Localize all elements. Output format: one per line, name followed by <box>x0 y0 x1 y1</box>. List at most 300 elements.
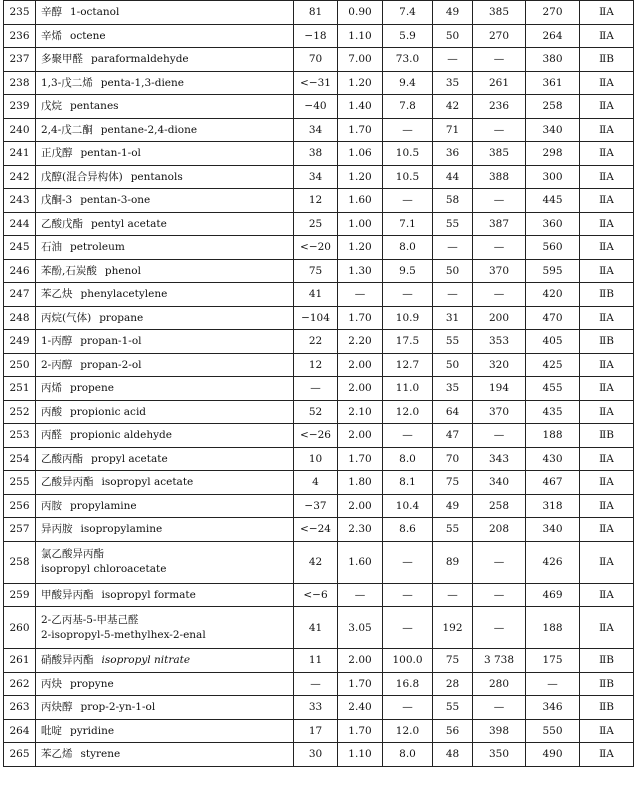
ignition-temperature: 300 <box>526 165 580 189</box>
lower-explosive-limit: 7.00 <box>338 48 383 72</box>
boiling-point: 55 <box>433 696 473 720</box>
mesg-value: 340 <box>473 471 526 495</box>
substance-name <box>36 541 294 583</box>
upper-explosive-limit: — <box>383 189 433 213</box>
boiling-point: 56 <box>433 719 473 743</box>
mesg-value: — <box>473 607 526 649</box>
english-name: propionic acid <box>70 405 147 418</box>
upper-explosive-limit: 10.4 <box>383 494 433 518</box>
english-name: isopropylamine <box>80 523 163 536</box>
upper-explosive-limit: 11.0 <box>383 377 433 401</box>
flash-point: <−24 <box>294 518 338 542</box>
flash-point: −18 <box>294 24 338 48</box>
gas-group: ⅡB <box>580 649 634 673</box>
row-number: 258 <box>4 541 36 583</box>
flash-point: <−31 <box>294 71 338 95</box>
boiling-point: 50 <box>433 353 473 377</box>
mesg-value: 385 <box>473 1 526 25</box>
english-name: phenylacetylene <box>80 288 168 301</box>
ignition-temperature: 467 <box>526 471 580 495</box>
flash-point: 25 <box>294 212 338 236</box>
gas-group: ⅡA <box>580 583 634 607</box>
upper-explosive-limit: 100.0 <box>383 649 433 673</box>
ignition-temperature: 188 <box>526 607 580 649</box>
lower-explosive-limit: 1.70 <box>338 118 383 142</box>
ignition-temperature: 470 <box>526 306 580 330</box>
boiling-point: — <box>433 583 473 607</box>
flash-point: 34 <box>294 165 338 189</box>
substance-name <box>36 743 294 767</box>
flash-point: −104 <box>294 306 338 330</box>
gas-group: ⅡA <box>580 71 634 95</box>
flash-point: 52 <box>294 400 338 424</box>
ignition-temperature: 264 <box>526 24 580 48</box>
row-number: 240 <box>4 118 36 142</box>
table-row <box>4 743 634 767</box>
row-number: 255 <box>4 471 36 495</box>
ignition-temperature: 445 <box>526 189 580 213</box>
gas-group: ⅡA <box>580 306 634 330</box>
upper-explosive-limit: — <box>383 607 433 649</box>
ignition-temperature: 405 <box>526 330 580 354</box>
gas-group: ⅡA <box>580 377 634 401</box>
table-row <box>4 541 634 583</box>
table-row <box>4 142 634 166</box>
flash-point: 12 <box>294 189 338 213</box>
table-row <box>4 353 634 377</box>
mesg-value: 200 <box>473 306 526 330</box>
chinese-name: 甲酸异丙酯 <box>41 588 94 601</box>
english-name: penta-1,3-diene <box>100 76 184 89</box>
chemical-properties-table <box>3 0 634 767</box>
substance-name <box>36 400 294 424</box>
english-name: isopropyl chloroacetate <box>41 563 167 575</box>
boiling-point: — <box>433 236 473 260</box>
boiling-point: 48 <box>433 743 473 767</box>
lower-explosive-limit: 1.20 <box>338 236 383 260</box>
lower-explosive-limit: 1.60 <box>338 541 383 583</box>
upper-explosive-limit: — <box>383 541 433 583</box>
chinese-name: 1,3-戊二烯 <box>41 76 93 89</box>
mesg-value: 208 <box>473 518 526 542</box>
substance-name <box>36 95 294 119</box>
boiling-point: 55 <box>433 212 473 236</box>
mesg-value: — <box>473 696 526 720</box>
flash-point: 4 <box>294 471 338 495</box>
table-row <box>4 330 634 354</box>
chinese-name: 石油 <box>41 241 62 254</box>
chinese-name: 戊烷 <box>41 100 62 113</box>
gas-group: ⅡA <box>580 541 634 583</box>
ignition-temperature: 469 <box>526 583 580 607</box>
gas-group: ⅡA <box>580 118 634 142</box>
flash-point: 30 <box>294 743 338 767</box>
row-number: 251 <box>4 377 36 401</box>
boiling-point: 44 <box>433 165 473 189</box>
english-name: propane <box>99 311 144 324</box>
gas-group: ⅡA <box>580 719 634 743</box>
mesg-value: 194 <box>473 377 526 401</box>
substance-name <box>36 607 294 649</box>
english-name: pentan-3-one <box>80 194 151 207</box>
substance-name <box>36 672 294 696</box>
upper-explosive-limit: 8.6 <box>383 518 433 542</box>
ignition-temperature: 560 <box>526 236 580 260</box>
ignition-temperature: 270 <box>526 1 580 25</box>
lower-explosive-limit: 1.20 <box>338 71 383 95</box>
flash-point: 41 <box>294 607 338 649</box>
row-number: 254 <box>4 447 36 471</box>
flash-point: <−20 <box>294 236 338 260</box>
chinese-name: 戊醇(混合异构体) <box>41 170 123 183</box>
upper-explosive-limit: 8.0 <box>383 743 433 767</box>
ignition-temperature: 175 <box>526 649 580 673</box>
mesg-value: 258 <box>473 494 526 518</box>
boiling-point: 47 <box>433 424 473 448</box>
english-name: propyl acetate <box>91 452 168 465</box>
mesg-value: 388 <box>473 165 526 189</box>
table-row <box>4 236 634 260</box>
ignition-temperature: 380 <box>526 48 580 72</box>
upper-explosive-limit: 9.5 <box>383 259 433 283</box>
flash-point: — <box>294 672 338 696</box>
chinese-name: 2-丙醇 <box>41 358 73 371</box>
lower-explosive-limit: 1.06 <box>338 142 383 166</box>
table-row <box>4 719 634 743</box>
substance-name <box>36 447 294 471</box>
substance-name <box>36 471 294 495</box>
flash-point: 12 <box>294 353 338 377</box>
substance-name <box>36 118 294 142</box>
mesg-value: 3 738 <box>473 649 526 673</box>
lower-explosive-limit: — <box>338 283 383 307</box>
chinese-name: 丙炔 <box>41 677 62 690</box>
substance-name <box>36 212 294 236</box>
row-number: 239 <box>4 95 36 119</box>
boiling-point: 64 <box>433 400 473 424</box>
flash-point: 70 <box>294 48 338 72</box>
flash-point: 17 <box>294 719 338 743</box>
substance-name <box>36 236 294 260</box>
gas-group: ⅡA <box>580 236 634 260</box>
gas-group: ⅡA <box>580 189 634 213</box>
upper-explosive-limit: 10.5 <box>383 165 433 189</box>
boiling-point: 55 <box>433 330 473 354</box>
ignition-temperature: 550 <box>526 719 580 743</box>
lower-explosive-limit: 1.10 <box>338 743 383 767</box>
gas-group: ⅡB <box>580 330 634 354</box>
ignition-temperature: 346 <box>526 696 580 720</box>
gas-group: ⅡA <box>580 447 634 471</box>
boiling-point: 35 <box>433 71 473 95</box>
boiling-point: 70 <box>433 447 473 471</box>
row-number: 244 <box>4 212 36 236</box>
ignition-temperature: 298 <box>526 142 580 166</box>
substance-name <box>36 283 294 307</box>
row-number: 262 <box>4 672 36 696</box>
chinese-name: 乙酸丙酯 <box>41 452 83 465</box>
substance-name <box>36 1 294 25</box>
gas-group: ⅡA <box>580 353 634 377</box>
row-number: 261 <box>4 649 36 673</box>
chinese-name: 戊酮-3 <box>41 194 73 207</box>
ignition-temperature: 188 <box>526 424 580 448</box>
english-name: prop-2-yn-1-ol <box>80 701 156 714</box>
chinese-name: 苯乙烯 <box>41 748 73 761</box>
english-name: propylamine <box>70 499 137 512</box>
substance-name <box>36 330 294 354</box>
upper-explosive-limit: 7.1 <box>383 212 433 236</box>
mesg-value: — <box>473 118 526 142</box>
mesg-value: — <box>473 541 526 583</box>
flash-point: 81 <box>294 1 338 25</box>
upper-explosive-limit: 10.9 <box>383 306 433 330</box>
chinese-name: 丙醛 <box>41 429 62 442</box>
table-body <box>4 1 634 767</box>
mesg-value: 261 <box>473 71 526 95</box>
table-row <box>4 118 634 142</box>
boiling-point: — <box>433 48 473 72</box>
table-row <box>4 583 634 607</box>
flash-point: 38 <box>294 142 338 166</box>
lower-explosive-limit: — <box>338 583 383 607</box>
flash-point: <−26 <box>294 424 338 448</box>
english-name: octene <box>70 29 106 42</box>
substance-name <box>36 649 294 673</box>
english-name: pentyl acetate <box>91 217 167 230</box>
boiling-point: 50 <box>433 24 473 48</box>
row-number: 263 <box>4 696 36 720</box>
row-number: 252 <box>4 400 36 424</box>
ignition-temperature: 340 <box>526 518 580 542</box>
ignition-temperature: 360 <box>526 212 580 236</box>
lower-explosive-limit: 2.00 <box>338 649 383 673</box>
substance-name <box>36 189 294 213</box>
lower-explosive-limit: 1.00 <box>338 212 383 236</box>
ignition-temperature: 435 <box>526 400 580 424</box>
mesg-value: — <box>473 283 526 307</box>
mesg-value: 385 <box>473 142 526 166</box>
mesg-value: 280 <box>473 672 526 696</box>
gas-group: ⅡA <box>580 95 634 119</box>
row-number: 245 <box>4 236 36 260</box>
table-row <box>4 400 634 424</box>
boiling-point: 55 <box>433 518 473 542</box>
substance-name <box>36 142 294 166</box>
boiling-point: — <box>433 283 473 307</box>
boiling-point: 75 <box>433 471 473 495</box>
upper-explosive-limit: 7.4 <box>383 1 433 25</box>
flash-point: 11 <box>294 649 338 673</box>
boiling-point: 49 <box>433 1 473 25</box>
english-name: 2-isopropyl-5-methylhex-2-enal <box>41 628 206 641</box>
ignition-temperature: 420 <box>526 283 580 307</box>
flash-point: 41 <box>294 283 338 307</box>
gas-group: ⅡA <box>580 400 634 424</box>
flash-point: <−6 <box>294 583 338 607</box>
table-row <box>4 471 634 495</box>
lower-explosive-limit: 2.00 <box>338 424 383 448</box>
lower-explosive-limit: 1.20 <box>338 165 383 189</box>
table-row <box>4 48 634 72</box>
upper-explosive-limit: 5.9 <box>383 24 433 48</box>
lower-explosive-limit: 1.30 <box>338 259 383 283</box>
table-row <box>4 696 634 720</box>
row-number: 242 <box>4 165 36 189</box>
upper-explosive-limit: — <box>383 424 433 448</box>
flash-point: −37 <box>294 494 338 518</box>
ignition-temperature: 340 <box>526 118 580 142</box>
lower-explosive-limit: 2.40 <box>338 696 383 720</box>
substance-name <box>36 377 294 401</box>
row-number: 259 <box>4 583 36 607</box>
row-number: 264 <box>4 719 36 743</box>
row-number: 246 <box>4 259 36 283</box>
row-number: 248 <box>4 306 36 330</box>
flash-point: 34 <box>294 118 338 142</box>
upper-explosive-limit: — <box>383 283 433 307</box>
upper-explosive-limit: 73.0 <box>383 48 433 72</box>
substance-name <box>36 583 294 607</box>
row-number: 265 <box>4 743 36 767</box>
mesg-value: — <box>473 583 526 607</box>
chinese-name: 丙烯 <box>41 382 62 395</box>
chinese-name: 丙炔醇 <box>41 701 73 714</box>
boiling-point: 58 <box>433 189 473 213</box>
lower-explosive-limit: 2.00 <box>338 494 383 518</box>
row-number: 250 <box>4 353 36 377</box>
upper-explosive-limit: 12.7 <box>383 353 433 377</box>
upper-explosive-limit: 17.5 <box>383 330 433 354</box>
ignition-temperature: 430 <box>526 447 580 471</box>
upper-explosive-limit: 12.0 <box>383 719 433 743</box>
english-name: propene <box>70 382 114 395</box>
gas-group: ⅡB <box>580 424 634 448</box>
mesg-value: — <box>473 189 526 213</box>
substance-name <box>36 165 294 189</box>
chinese-name: 苯乙炔 <box>41 288 73 301</box>
substance-name <box>36 719 294 743</box>
gas-group: ⅡA <box>580 165 634 189</box>
row-number: 237 <box>4 48 36 72</box>
boiling-point: 36 <box>433 142 473 166</box>
substance-name <box>36 259 294 283</box>
chinese-name: 丙烷(气体) <box>41 311 92 324</box>
flash-point: 10 <box>294 447 338 471</box>
mesg-value: 370 <box>473 400 526 424</box>
gas-group: ⅡA <box>580 607 634 649</box>
english-name: isopropyl formate <box>101 588 196 601</box>
lower-explosive-limit: 0.90 <box>338 1 383 25</box>
substance-name <box>36 424 294 448</box>
table-row <box>4 424 634 448</box>
english-name: propionic aldehyde <box>70 429 172 442</box>
upper-explosive-limit: 8.0 <box>383 447 433 471</box>
english-name: isopropyl nitrate <box>101 654 191 667</box>
table-row <box>4 71 634 95</box>
boiling-point: 71 <box>433 118 473 142</box>
ignition-temperature: 425 <box>526 353 580 377</box>
english-name: styrene <box>80 748 121 761</box>
gas-group: ⅡB <box>580 696 634 720</box>
substance-name <box>36 306 294 330</box>
ignition-temperature: 595 <box>526 259 580 283</box>
english-name: propyne <box>70 677 114 690</box>
upper-explosive-limit: 8.1 <box>383 471 433 495</box>
mesg-value: 343 <box>473 447 526 471</box>
gas-group: ⅡA <box>580 259 634 283</box>
boiling-point: 75 <box>433 649 473 673</box>
chinese-name: 多聚甲醛 <box>41 53 83 66</box>
gas-group: ⅡA <box>580 471 634 495</box>
flash-point: 75 <box>294 259 338 283</box>
row-number: 236 <box>4 24 36 48</box>
gas-group: ⅡA <box>580 24 634 48</box>
gas-group: ⅡA <box>580 142 634 166</box>
mesg-value: 270 <box>473 24 526 48</box>
ignition-temperature: 455 <box>526 377 580 401</box>
substance-name <box>36 48 294 72</box>
lower-explosive-limit: 1.40 <box>338 95 383 119</box>
boiling-point: 89 <box>433 541 473 583</box>
table-row <box>4 95 634 119</box>
lower-explosive-limit: 1.60 <box>338 189 383 213</box>
table-row <box>4 189 634 213</box>
upper-explosive-limit: — <box>383 118 433 142</box>
english-name: pentanes <box>70 100 119 113</box>
chinese-name: 辛烯 <box>41 29 62 42</box>
table-row <box>4 607 634 649</box>
gas-group: ⅡB <box>580 48 634 72</box>
row-number: 256 <box>4 494 36 518</box>
lower-explosive-limit: 1.70 <box>338 447 383 471</box>
chinese-name: 异丙胺 <box>41 523 73 536</box>
gas-group: ⅡB <box>580 672 634 696</box>
english-name: paraformaldehyde <box>91 53 189 66</box>
lower-explosive-limit: 2.30 <box>338 518 383 542</box>
row-number: 260 <box>4 607 36 649</box>
upper-explosive-limit: 16.8 <box>383 672 433 696</box>
boiling-point: 31 <box>433 306 473 330</box>
table-row <box>4 649 634 673</box>
mesg-value: 350 <box>473 743 526 767</box>
chinese-name: 吡啶 <box>41 724 62 737</box>
english-name: propan-2-ol <box>80 358 142 371</box>
mesg-value: 398 <box>473 719 526 743</box>
lower-explosive-limit: 3.05 <box>338 607 383 649</box>
table-row <box>4 1 634 25</box>
gas-group: ⅡB <box>580 283 634 307</box>
table-row <box>4 283 634 307</box>
english-name: pentane-2,4-dione <box>100 123 198 136</box>
lower-explosive-limit: 2.00 <box>338 353 383 377</box>
ignition-temperature: 426 <box>526 541 580 583</box>
english-name: phenol <box>104 264 141 277</box>
english-name: pentanols <box>130 170 183 183</box>
gas-group: ⅡA <box>580 518 634 542</box>
boiling-point: 192 <box>433 607 473 649</box>
mesg-value: 236 <box>473 95 526 119</box>
table-row <box>4 447 634 471</box>
table-row <box>4 24 634 48</box>
english-name: pyridine <box>70 724 115 737</box>
substance-name <box>36 353 294 377</box>
flash-point: −40 <box>294 95 338 119</box>
chinese-name: 乙酸异丙酯 <box>41 476 94 489</box>
mesg-value: 353 <box>473 330 526 354</box>
chinese-name: 辛醇 <box>41 6 62 19</box>
table-row <box>4 672 634 696</box>
